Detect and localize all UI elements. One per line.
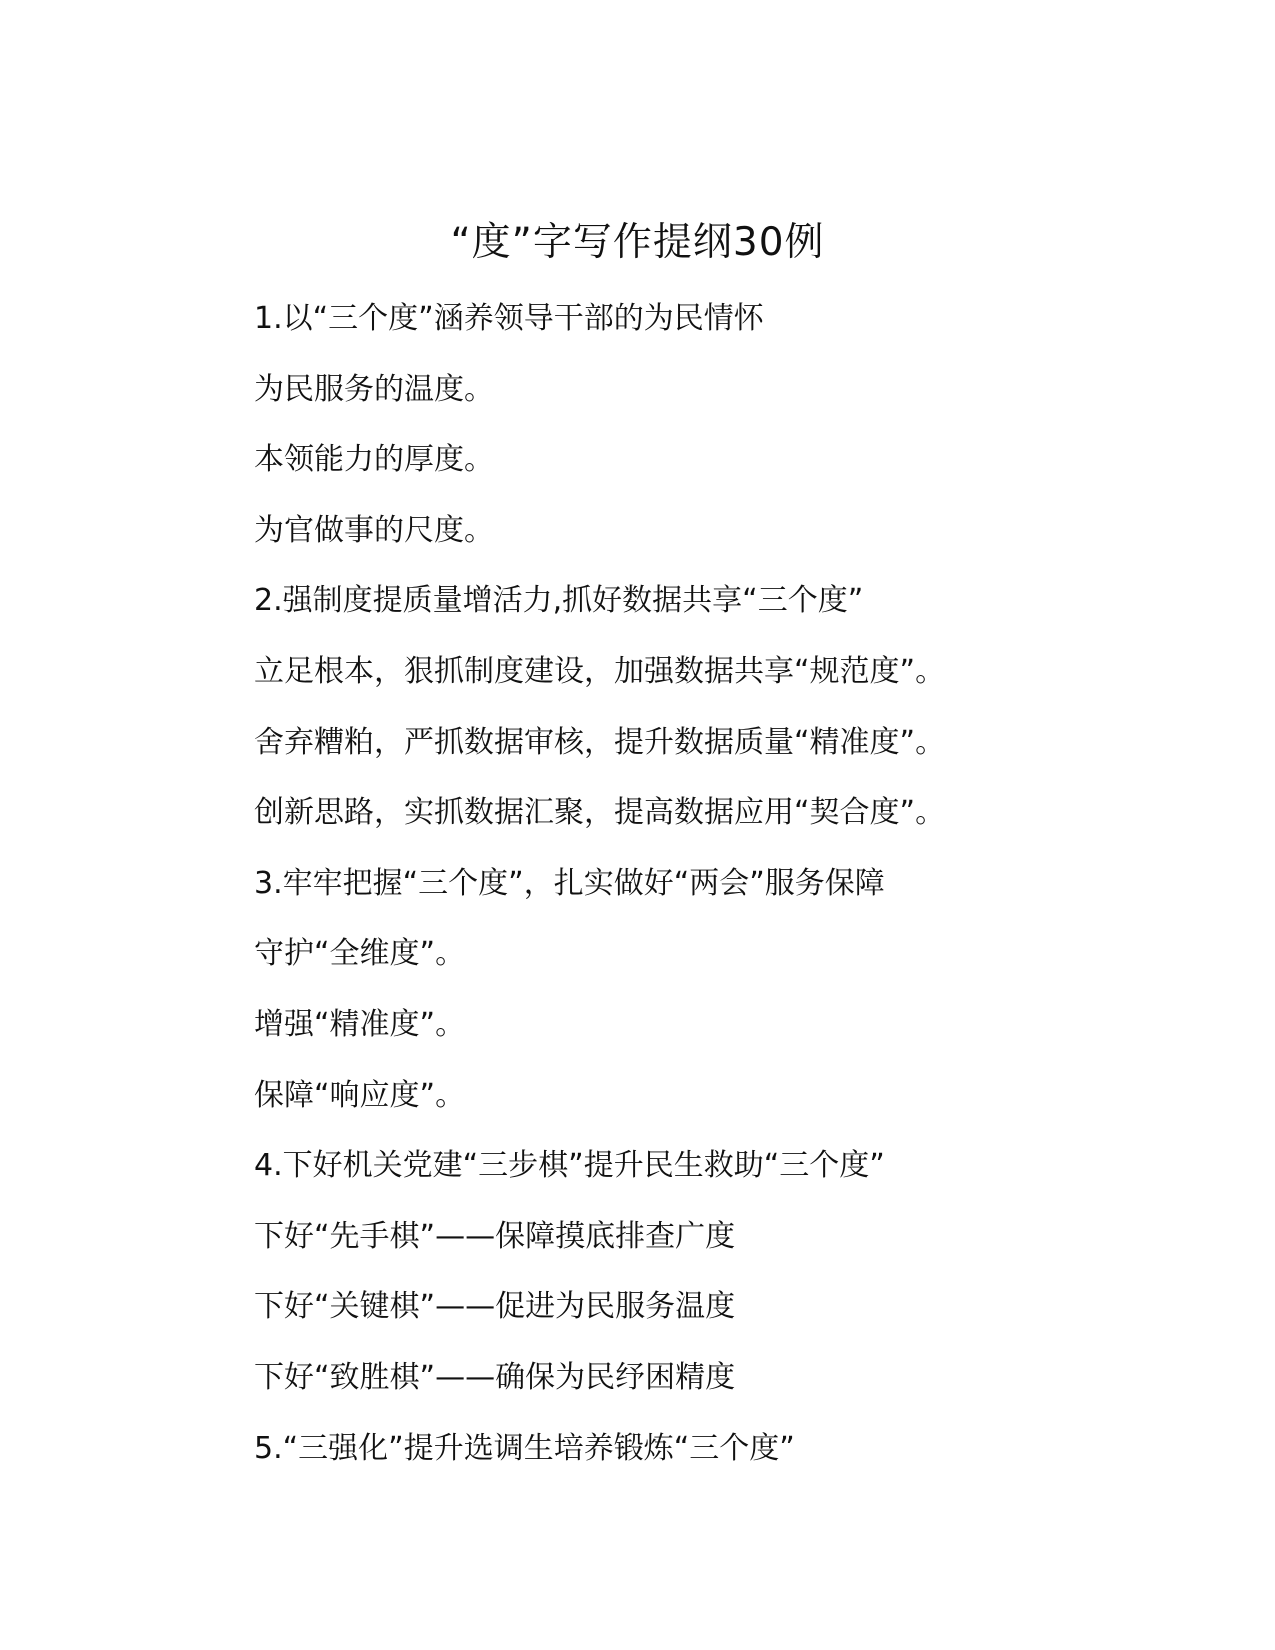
outline-line-14: 下好“先手棋”——保障摸底排查广度 xyxy=(254,1218,736,1254)
outline-line-4: 为官做事的尺度。 xyxy=(254,512,494,548)
outline-line-10: 守护“全维度”。 xyxy=(254,936,466,972)
outline-list xyxy=(254,297,1244,1497)
outline-line-13: 4.下好机关党建“三步棋”提升民生救助“三个度” xyxy=(254,1148,885,1184)
outline-line-1: 1.以“三个度”涵养领导干部的为民情怀 xyxy=(254,301,764,336)
outline-line-3: 本领能力的厚度。 xyxy=(254,442,494,478)
outline-line-9: 3.牢牢把握“三个度”，扎实做好“两会”服务保障 xyxy=(254,865,885,901)
outline-line-12: 保障“响应度”。 xyxy=(254,1077,466,1113)
outline-line-17: 5.“三强化”提升选调生培养锻炼“三个度” xyxy=(254,1430,795,1466)
outline-line-2: 为民服务的温度。 xyxy=(254,371,494,407)
outline-line-8: 创新思路，实抓数据汇聚，提高数据应用“契合度”。 xyxy=(254,795,946,831)
outline-line-7: 舍弃糟粕，严抓数据审核，提升数据质量“精准度”。 xyxy=(254,724,946,760)
outline-line-6: 立足根本，狠抓制度建设，加强数据共享“规范度”。 xyxy=(254,653,946,689)
outline-line-16: 下好“致胜棋”——确保为民纾困精度 xyxy=(254,1359,736,1395)
outline-line-5: 2.强制度提质量增活力,抓好数据共享“三个度” xyxy=(254,583,864,619)
outline-line-11: 增强“精准度”。 xyxy=(254,1006,466,1042)
document-title: “度”字写作提纲30例 xyxy=(450,220,825,265)
outline-line-15: 下好“关键棋”——促进为民服务温度 xyxy=(254,1289,736,1325)
